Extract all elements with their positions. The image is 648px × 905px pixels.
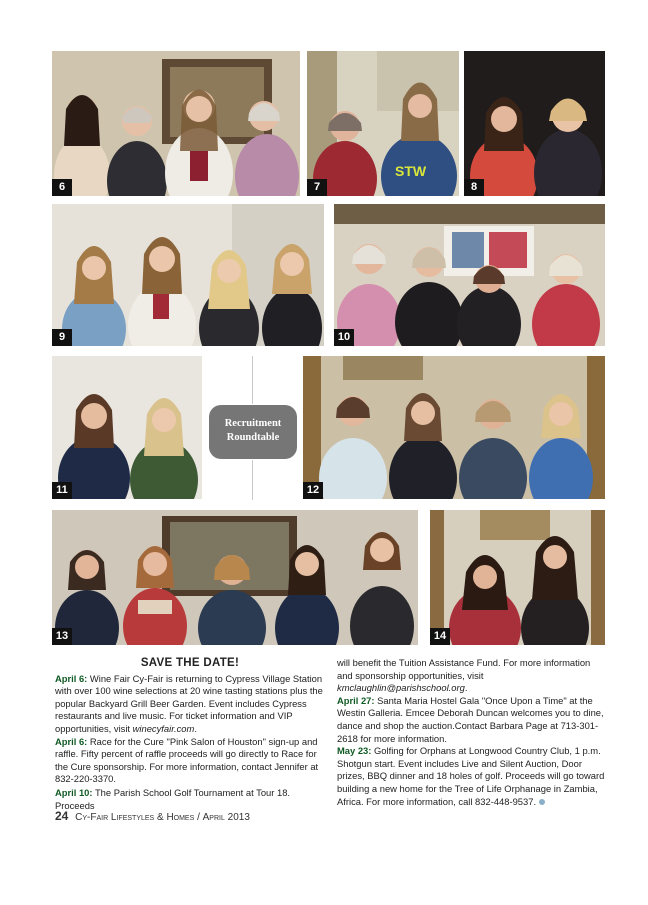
events-column-left xyxy=(55,657,325,812)
section-heading: SAVE THE DATE! xyxy=(140,657,240,669)
event-date: April 6: xyxy=(55,735,88,747)
event-item xyxy=(337,745,607,808)
events-column-right xyxy=(337,657,607,808)
photo-11 xyxy=(52,356,202,499)
event-item: will benefit the Tuition Assistance Fund. For more information and sponsorship opportunities, visit kmclaughlin@parishschool.org. xyxy=(337,657,591,694)
photo-number: 10 xyxy=(334,329,354,346)
issue-date: April 2013 xyxy=(202,812,250,823)
event-item xyxy=(55,736,325,786)
event-link[interactable]: kmclaughlin@parishschool.org xyxy=(337,682,465,694)
event-date: April 27: xyxy=(337,694,375,706)
event-date: April 6: xyxy=(55,672,88,684)
photo-number: 13 xyxy=(52,628,72,645)
photo-number: 14 xyxy=(430,628,450,645)
badge-line-2: Roundtable xyxy=(226,432,280,443)
photo-number: 11 xyxy=(52,482,72,499)
recruitment-roundtable-badge xyxy=(209,405,297,459)
photo-12 xyxy=(303,356,605,499)
page-number: 24 xyxy=(55,809,69,823)
page-footer: 24 Cy-Fair Lifestyles & Homes / April 2013 xyxy=(55,809,250,823)
event-text: The Parish School Golf Tournament at Tour 18. Proceeds xyxy=(55,786,291,811)
event-item: April 6: Wine Fair Cy-Fair is returning to Cypress Village Station with over 100 wine selections at 20 wine tasting stations plus the popular Backyard Grill Beer Garden. Event includes Cypress restaurants and live music. For ticket information and VIP opportunities, visit winecyfair.com. xyxy=(55,672,323,734)
photo-7 xyxy=(307,51,459,196)
photo-14 xyxy=(430,510,605,645)
photo-number: 12 xyxy=(303,482,323,499)
event-text: Wine Fair Cy-Fair is returning to Cypress Village Station with over 100 wine selections at 20 wine tasting stations plus the popular Backyard Grill Beer Garden. Event includes Cypress restaurants and live music. For ticket information and VIP opportunities, visit xyxy=(55,672,323,734)
divider-line xyxy=(252,356,253,404)
svg-text:STW: STW xyxy=(395,163,427,179)
divider-line xyxy=(252,460,253,500)
photo-9 xyxy=(52,204,324,346)
event-text: Race for the Cure "Pink Salon of Houston" sign-up and raffle. Fifty percent of raffle proceeds will go directly to Race for the Cure sponsorship. For more information, contact Jennifer at 832-220-3370. xyxy=(55,735,319,785)
photo-13 xyxy=(52,510,418,645)
photo-number: 6 xyxy=(52,179,72,196)
publication-name: Cy-Fair Lifestyles & Homes xyxy=(75,812,195,823)
event-text: Santa Maria Hostel Gala "Once Upon a Time" at the Westin Galleria. Emcee Deborah Duncan welcomes you to dine, dance and shop the auction.Contact Barbara Page at 713-301-2618 for more information. xyxy=(337,694,604,744)
event-date: April 10: xyxy=(55,786,93,798)
photo-8 xyxy=(464,51,605,196)
photo-6 xyxy=(52,51,300,196)
event-date: May 23: xyxy=(337,745,372,757)
event-text: Golfing for Orphans at Longwood Country Club, 1 p.m. Shotgun start. Event includes Live and Silent Auction, Door prizes, BBQ dinner and 18 holes of golf. Proceeds will go toward building a new home for the Tree of Life Orphanage in Zambia, Africa. For more information, call 832-448-9537. xyxy=(337,745,605,807)
photo-10 xyxy=(334,204,605,346)
badge-line-1: Recruitment xyxy=(224,418,282,429)
end-mark-icon xyxy=(539,799,545,805)
photo-number: 8 xyxy=(464,179,484,196)
photo-number: 9 xyxy=(52,329,72,346)
photo-number: 7 xyxy=(307,179,327,196)
event-item xyxy=(337,695,607,745)
event-link[interactable]: winecyfair.com xyxy=(132,722,195,734)
event-text: will benefit the Tuition Assistance Fund. For more information and sponsorship opportunities, visit xyxy=(337,657,591,681)
